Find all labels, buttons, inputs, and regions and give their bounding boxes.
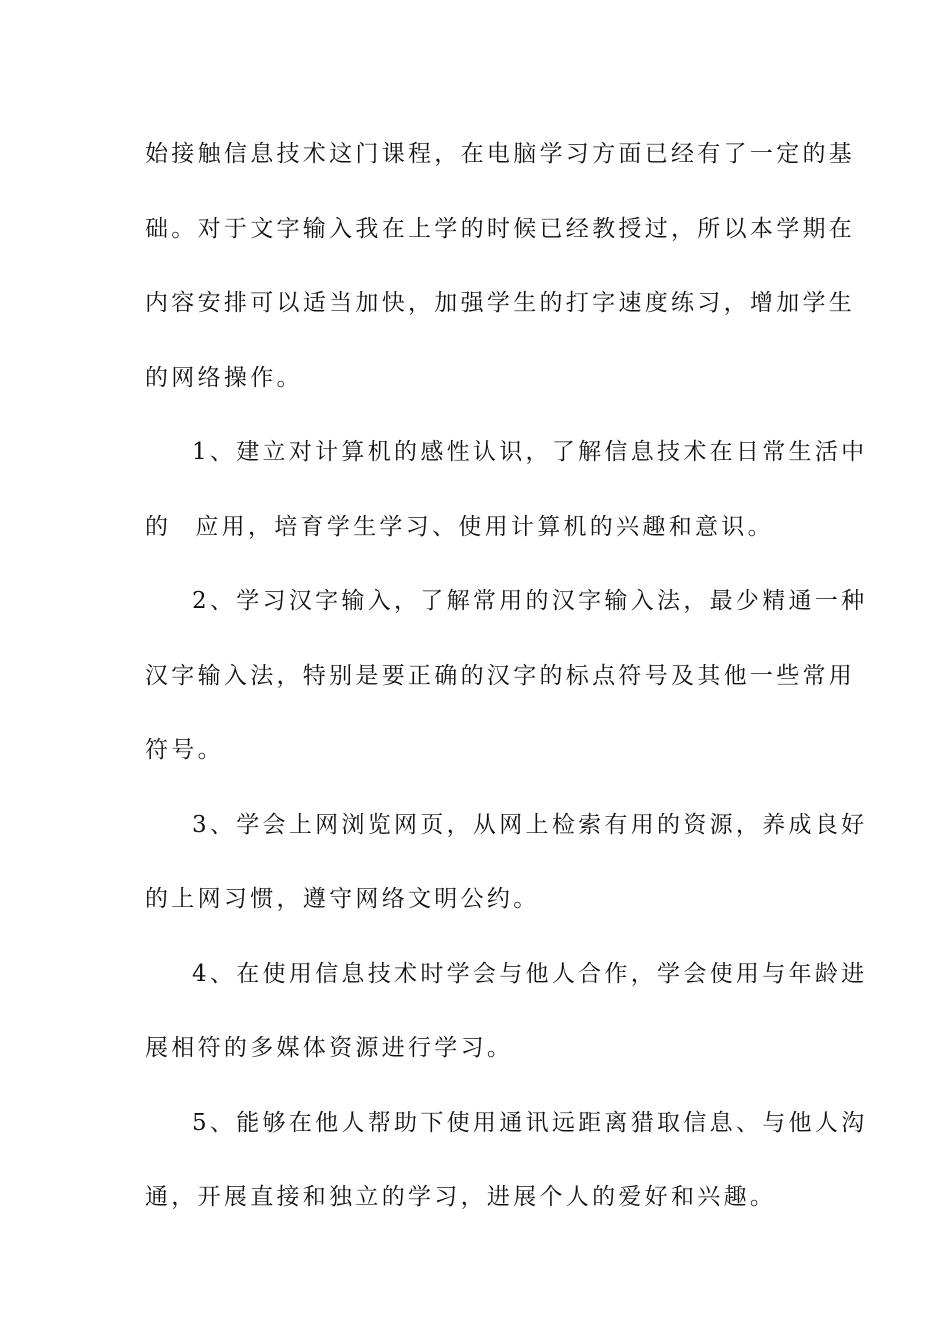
list-item-1-line <box>145 507 805 547</box>
list-item-1-line: 1、建立对计算机的感性认识，了解信息技术在日常生活中 <box>192 439 868 465</box>
paragraph-line: 始接触信息技术这门课程，在电脑学习方面已经有了一定的基 <box>145 141 856 167</box>
list-item-4-line: 4、在使用信息技术时学会与他人合作，学会使用与年龄进 <box>192 961 868 987</box>
list-item-5-line: 通，开展直接和独立的学习，进展个人的爱好和兴趣。 <box>145 1184 777 1210</box>
list-item-3-line: 的上网习惯，遵守网络文明公约。 <box>145 886 540 912</box>
list-item-1-fragment: 的 <box>145 514 172 540</box>
list-item-3-line: 3、学会上网浏览网页，从网上检索有用的资源，养成良好 <box>192 812 868 838</box>
list-item-2-line: 2、学习汉字输入，了解常用的汉字输入法，最少精通一种 <box>192 588 868 614</box>
list-item-2-line: 汉字输入法，特别是要正确的汉字的标点符号及其他一些常用 <box>145 663 856 689</box>
list-item-1-fragment: 应用，培育学生学习、使用计算机的兴趣和意识。 <box>195 514 774 540</box>
paragraph-line: 内容安排可以适当加快，加强学生的打字速度练习，增加学生 <box>145 290 856 316</box>
paragraph-line: 的网络操作。 <box>145 365 303 391</box>
list-item-2-line: 符号。 <box>145 737 224 763</box>
list-item-4-line: 展相符的多媒体资源进行学习。 <box>145 1035 514 1061</box>
list-item-5-line: 5、能够在他人帮助下使用通讯远距离猎取信息、与他人沟 <box>192 1110 868 1136</box>
paragraph-line: 础。对于文字输入我在上学的时候已经教授过，所以本学期在 <box>145 216 856 242</box>
